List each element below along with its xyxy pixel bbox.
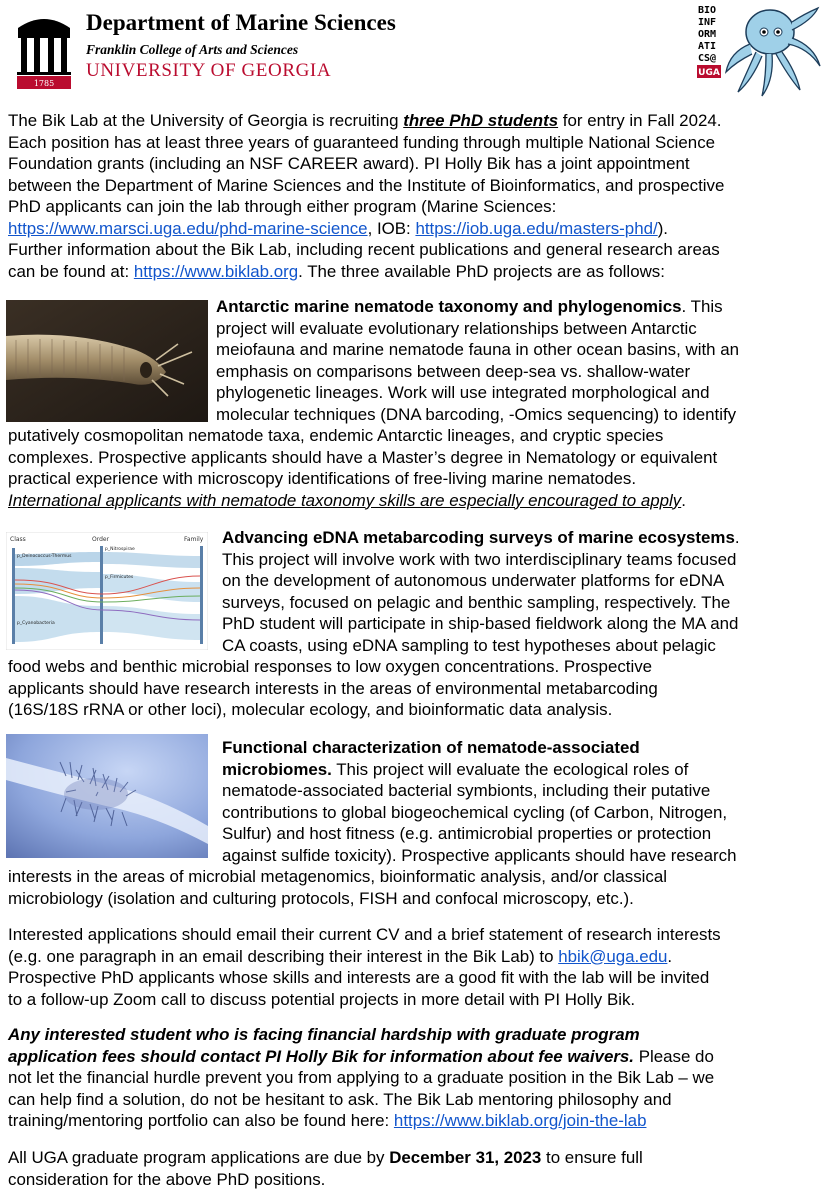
logo-line-3: ORM bbox=[698, 29, 717, 40]
project2-line-9: (16S/18S rRNA or other loci), molecular ecology, and bioinformatic data analysis. bbox=[8, 700, 613, 719]
apply-line-4: to a follow-up Zoom call to discuss potential projects in more detail with PI Holly Bik. bbox=[8, 989, 636, 1009]
logo-line-2: INF bbox=[698, 17, 717, 28]
sankey-diagram-image bbox=[6, 532, 208, 650]
project3-title-end: microbiomes. bbox=[222, 759, 332, 779]
project3-wrap-text bbox=[222, 737, 737, 866]
intro-line-8: can be found at: https://www.biklab.org. The three available PhD projects are as follows: bbox=[8, 261, 665, 281]
deadline-line-1: All UGA graduate program applications are due by December 31, 2023 to ensure full bbox=[8, 1148, 643, 1167]
project3-line-6: against sulfide toxicity). Prospective applicants should have research bbox=[222, 845, 737, 865]
sankey-col-family: Family bbox=[184, 536, 204, 543]
project2-line-6: CA coasts, using eDNA sampling to test hypotheses about pelagic bbox=[222, 635, 716, 655]
logo-uga: UGA bbox=[698, 68, 720, 78]
project3-full-text bbox=[8, 866, 667, 909]
bioinformatics-octopus-logo bbox=[696, 2, 824, 98]
project1-line-4: emphasis on comparisons between deep-sea vs. shallow-water bbox=[216, 361, 691, 381]
project1-line-5: phylogenetic lineages. Work will use integrated morphological and bbox=[216, 383, 710, 402]
nematode-sem-image bbox=[6, 300, 208, 422]
sankey-node-nitrospirae: p_Nitrospirae bbox=[105, 547, 135, 552]
project3-line-1: Functional characterization of nematode-associated bbox=[222, 738, 640, 757]
uga-arch-logo bbox=[14, 6, 74, 90]
project2-line-2: This project will involve work with two interdisciplinary teams focused bbox=[222, 549, 737, 569]
project3-line-2: microbiomes. This project will evaluate the ecological roles of bbox=[222, 759, 689, 779]
intro-line-7: Further information about the Bik Lab, including recent publications and general research areas bbox=[8, 240, 720, 259]
project1-line-6: molecular techniques (DNA barcoding, -Omics sequencing) to identify bbox=[216, 404, 737, 424]
international-applicants-note: International applicants with nematode taxonomy skills are especially encouraged to apply bbox=[8, 490, 682, 510]
sankey-node-firmicutes: p_Firmicutes bbox=[105, 575, 134, 580]
apply-line-3: Prospective PhD applicants whose skills and interests are a good fit with the lab will be invited bbox=[8, 968, 710, 987]
hardship-line-5: training/mentoring portfolio can also be found here: https://www.biklab.org/join-the-lab bbox=[8, 1111, 647, 1130]
deadline-paragraph bbox=[8, 1147, 643, 1190]
logo-line-1: BIO bbox=[698, 5, 717, 16]
email-link[interactable]: hbik@uga.edu bbox=[558, 946, 668, 966]
seal-year: 1785 bbox=[33, 79, 55, 88]
iob-link[interactable]: https://iob.uga.edu/masters-phd/ bbox=[415, 218, 658, 238]
intro-line-1: The Bik Lab at the University of Georgia is recruiting three PhD students for entry in Fall 2024. bbox=[8, 111, 722, 130]
project2-line-3: on the development of autonomous underwater platforms for eDNA bbox=[222, 571, 725, 590]
intro-paragraph bbox=[8, 110, 724, 282]
fee-waiver-note: application fees should contact PI Holly Bik for information about fee waivers. bbox=[8, 1046, 635, 1066]
sankey-col-order: Order bbox=[92, 536, 110, 543]
deadline-line-2: consideration for the above PhD positions. bbox=[8, 1169, 326, 1189]
project1-title: Antarctic marine nematode taxonomy and phylogenomics bbox=[216, 297, 682, 316]
intro-line-4: between the Department of Marine Sciences and the Institute of Bioinformatics, and prospective bbox=[8, 175, 725, 195]
project2-wrap-text bbox=[222, 527, 740, 656]
hardship-line-2: application fees should contact PI Holly Bik for information about fee waivers. Please do bbox=[8, 1046, 714, 1066]
logo-line-5: CS@ bbox=[698, 53, 717, 64]
deadline-date: December 31, 2023 bbox=[389, 1148, 542, 1167]
project2-line-8: applicants should have research interests in the areas of environmental metabarcoding bbox=[8, 678, 658, 698]
project1-line-3: meiofauna and marine nematode fauna in other ocean basins, with an bbox=[216, 340, 740, 359]
header bbox=[0, 0, 828, 100]
project3-line-5: Sulfur) and host fitness (e.g. antimicrobial properties or protection bbox=[222, 824, 712, 843]
project3-line-3: nematode-associated bacterial symbionts, including their putative bbox=[222, 781, 711, 800]
department-name: Department of Marine Sciences bbox=[86, 10, 396, 35]
project1-line-8: complexes. Prospective applicants should have a Master’s degree in Nematology or equivalent bbox=[8, 447, 718, 467]
apply-line-2: (e.g. one paragraph in an email describing their interest in the Bik Lab) to hbik@uga.edu. bbox=[8, 946, 673, 966]
project2-line-4: surveys, focused on pelagic and benthic sampling, respectively. The bbox=[222, 592, 731, 612]
hardship-line-4: can help find a solution, do not be hesitant to ask. The Bik Lab mentoring philosophy and bbox=[8, 1089, 672, 1109]
project1-full-text bbox=[8, 425, 717, 511]
logo-line-4: ATI bbox=[698, 41, 717, 52]
sankey-node-cyanobacteria: p_Cyanobacteria bbox=[17, 621, 55, 626]
project2-full-text bbox=[8, 656, 658, 721]
intro-line-3: Foundation grants (including an NSF CAREER award). PI Holly Bik has a joint appointment bbox=[8, 154, 690, 173]
sankey-col-class: Class bbox=[10, 536, 26, 543]
biklab-link[interactable]: https://www.biklab.org bbox=[133, 261, 299, 281]
project1-line-9: practical experience with microscopy identifications of free-living marine nematodes. bbox=[8, 469, 637, 488]
hardship-line-1: Any interested student who is facing financial hardship with graduate program bbox=[8, 1025, 640, 1044]
project2-line-5: PhD student will participate in ship-based fieldwork along the MA and bbox=[222, 614, 739, 633]
project3-line-8: microbiology (isolation and culturing protocols, FISH and confocal microscopy, etc.). bbox=[8, 888, 634, 908]
intro-line-2: Each position has at least three years of guaranteed funding through multiple National Science bbox=[8, 132, 716, 152]
project1-wrap-text bbox=[216, 296, 739, 425]
hardship-line-3: not let the financial hurdle prevent you from applying to a graduate position in the Bik Lab – we bbox=[8, 1068, 715, 1087]
marsci-link[interactable]: https://www.marsci.uga.edu/phd-marine-science bbox=[8, 218, 368, 238]
apply-paragraph bbox=[8, 924, 721, 1010]
project1-line-2: project will evaluate evolutionary relationships between Antarctic bbox=[216, 318, 697, 338]
hardship-paragraph bbox=[8, 1024, 714, 1132]
project3-line-7: interests in the areas of microbial metagenomics, bioinformatic analysis, and/or classical bbox=[8, 867, 668, 886]
university-name: UNIVERSITY OF GEORGIA bbox=[86, 60, 332, 81]
microbiome-sem-image bbox=[6, 734, 208, 858]
project2-line-1: Advancing eDNA metabarcoding surveys of marine ecosystems. bbox=[222, 528, 740, 547]
join-the-lab-link[interactable]: https://www.biklab.org/join-the-lab bbox=[393, 1111, 647, 1130]
sankey-node-deinococcus: p_Deinococcus-Thermus bbox=[17, 554, 72, 559]
three-phd-students: three PhD students bbox=[403, 111, 559, 130]
project3-line-4: contributions to global biogeochemical cycling (of Carbon, Nitrogen, bbox=[222, 802, 728, 822]
project2-line-7: food webs and benthic microbial responses to low oxygen concentrations. Prospective bbox=[8, 657, 653, 676]
project1-line-10: International applicants with nematode taxonomy skills are especially encouraged to apply. bbox=[8, 490, 686, 510]
project1-line-7: putatively cosmopolitan nematode taxa, endemic Antarctic lineages, and cryptic species bbox=[8, 426, 664, 445]
intro-line-6: https://www.marsci.uga.edu/phd-marine-science, IOB: https://iob.uga.edu/masters-phd/). bbox=[8, 218, 669, 238]
intro-line-5: PhD applicants can join the lab through either program (Marine Sciences: bbox=[8, 197, 557, 216]
project2-title: Advancing eDNA metabarcoding surveys of marine ecosystems bbox=[222, 528, 735, 547]
project1-line-1: Antarctic marine nematode taxonomy and phylogenomics. This bbox=[216, 297, 723, 316]
college-name: Franklin College of Arts and Sciences bbox=[86, 42, 299, 57]
apply-line-1: Interested applications should email their current CV and a brief statement of research interests bbox=[8, 925, 721, 944]
